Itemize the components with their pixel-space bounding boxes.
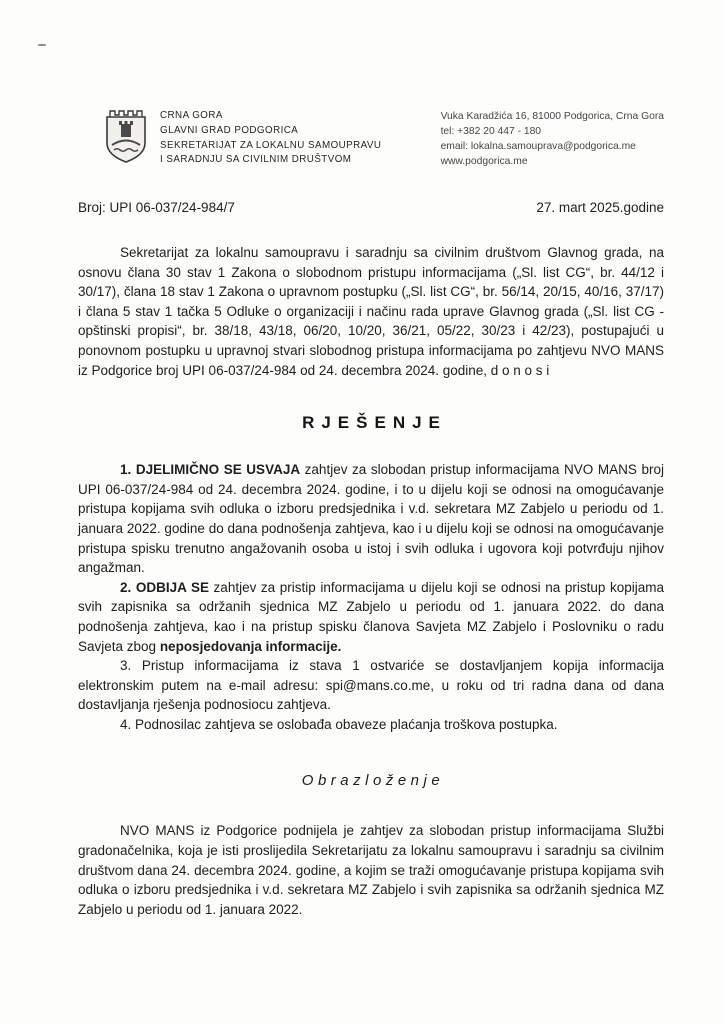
decision-item-1 (78, 460, 664, 578)
decision-items (78, 460, 664, 734)
decision-item-3 (78, 656, 664, 715)
decision-item-1-lead: 1. DJELIMIČNO SE USVAJA (120, 462, 301, 478)
letterhead-org-block (78, 106, 381, 170)
rationale-paragraph: NVO MANS iz Podgorice podnijela je zahtjev za slobodan pristup informacijama Službi gradonačelnika, koja je isti proslijedila Sekretarijatu za lokalnu samoupravu i saradnju sa civilnim društvom dana 24. decembra 2024. godine, a kojim se traži omogućavanje pristupa kopijama svih odluka o izboru predsjednika i v.d. sekretara MZ Zabjelo i svih zapisnika sa održanih sjednica MZ Zabjelo u periodu od 1. januara 2022. (78, 823, 664, 917)
coat-of-arms-icon (104, 107, 148, 170)
org-line-city: GLAVNI GRAD PODGORICA (160, 124, 299, 136)
decision-title: RJEŠENJE (302, 413, 447, 433)
letterhead (78, 106, 664, 170)
decision-item-2 (78, 578, 664, 656)
contact-address: Vuka Karadžića 16, 81000 Podgorica, Crna Gora (440, 111, 664, 122)
org-line-secretariat-1: SEKRETARIJAT ZA LOKALNU SAMOUPRAVU (160, 139, 382, 151)
intro-paragraph: Sekretarijat za lokalnu samoupravu i saradnju sa civilnim društvom Glavnog grada, na osnovu člana 30 stav 1 Zakona o slobodnom pristupu informacijama („Sl. list CG“, br. 44/12 i 30/17), člana 18 stav 1 Zakona o upravnom postupku („Sl. list CG“, br. 56/14, 20/15, 40/16, 37/17) i člana 5 stav 1 tačka 5 Odluke o organizaciji i načinu rada uprave Glavnog grada („Sl. list CG - opštinski propisi“, br. 38/18, 43/18, 06/20, 10/20, 36/21, 05/22, 30/23 i 42/23), postupajući u ponovnom postupku u upravnoj stvari slobodnog pristupa informacijama po zahtjevu NVO MANS iz Podgorice broj UPI 06-037/24-984 od 24. decembra 2024. godine, d o n o s i (78, 245, 664, 378)
rationale-title: Obrazloženje (301, 772, 445, 790)
decision-item-3-text: 3. Pristup informacijama iz stava 1 ostvariće se dostavljanjem kopija informacija elektronskim putem na e-mail adresu: spi@mans.co.me, u roku od tri radna dana od dana dostavljanja rješenja podnosiocu zahtjeva. (78, 658, 664, 713)
decision-item-2-lead: 2. ODBIJA SE (120, 579, 209, 595)
org-lines (160, 106, 381, 170)
scan-artifact (38, 44, 46, 46)
contact-email: email: lokalna.samouprava@podgorica.me (440, 141, 636, 152)
coat-of-arms-graphic (104, 107, 148, 165)
decision-item-4-text: 4. Podnosilac zahtjeva se oslobađa obaveze plaćanja troškova postupka. (120, 716, 558, 732)
decision-item-2-text: zahtjev za pristip informacijama u dijelu koji se odnosi na pristup kopijama svih zapisnika sa održanih sjednica MZ Zabjelo u periodu od 1. januara 2022. do dana podnošenja zahtjeva, kao i na pristup spisku članova Savjeta MZ Zabjelo i Poslovniku o radu Savjeta zbog (78, 579, 665, 654)
contact-phone: tel: +382 20 447 - 180 (440, 126, 542, 137)
document-date: 27. mart 2025.godine (536, 200, 664, 215)
letterhead-contact-block (441, 106, 664, 169)
org-line-country: CRNA GORA (160, 110, 223, 121)
decision-item-2-bold-tail: neposjedovanja informacije. (159, 638, 342, 654)
document-number: Broj: UPI 06-037/24-984/7 (78, 200, 235, 215)
contact-website: www.podgorica.me (440, 156, 528, 167)
org-line-secretariat-2: I SARADNJU SA CIVILNIM DRUŠTVOM (160, 154, 352, 166)
meta-row (78, 200, 664, 215)
decision-item-4 (78, 715, 664, 735)
decision-item-1-text: zahtjev za slobodan pristup informacijama NVO MANS broj UPI 06-037/24-984 od 24. decembra 2024. godine, i to u dijelu koji se odnosi na omogućavanje pristupa kopijama svih odluka o izboru predsjednika i v.d. sekretara MZ Zabjelo u periodu od 1. januara 2022. godine do dana podnošenja zahtjeva, kao i u dijelu koji se odnosi na omogućavanje pristupa spisku trenutno angažovanih osoba u istoj i svih odluka i ugovora koji potvrđuju njihov angažman. (78, 462, 664, 576)
